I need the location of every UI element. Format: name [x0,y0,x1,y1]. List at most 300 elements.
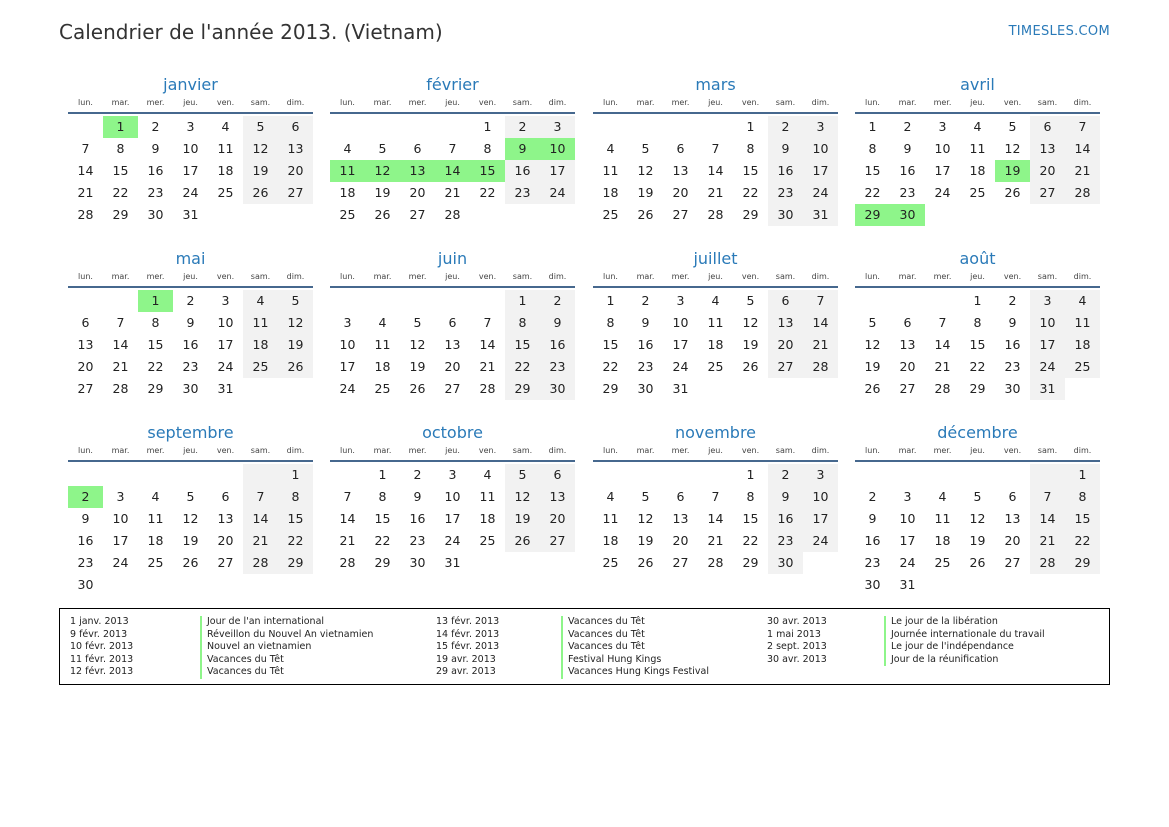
weekday-label: sam. [1037,272,1058,281]
day-cell: 15 [505,334,540,356]
legend-date: 12 févr. 2013 [70,666,134,677]
legend-date: 19 avr. 2013 [436,653,496,665]
day-cell: 20 [672,533,689,548]
empty-cell [68,290,103,312]
day-cell: 11 [330,160,365,182]
weekday-header [68,96,313,110]
legend-holiday-name: Vacances du Têt [561,641,709,654]
weekday-label: mar. [636,98,655,107]
day-cell: 3 [903,489,912,504]
day-cell: 29 [374,555,391,570]
day-cell: 13 [278,138,313,160]
day-cell: 13 [1004,511,1021,526]
weekday-header [330,444,575,458]
day-cell: 4 [1065,290,1100,312]
day-cell: 19 [409,359,426,374]
weekday-label: mer. [671,446,690,455]
day-cell: 29 [969,381,986,396]
weekday-label: dim. [286,446,305,455]
day-cell: 8 [116,141,125,156]
month-name: février [426,75,479,94]
weekday-label: jeu. [445,446,460,455]
day-cell: 16 [505,160,540,182]
day-cell: 5 [1008,119,1017,134]
weekday-label: mer. [408,98,427,107]
weekday-label: mer. [933,446,952,455]
weekday-label: mer. [933,98,952,107]
day-cell: 13 [217,511,234,526]
weekday-label: mar. [898,98,917,107]
day-cell: 11 [374,337,391,352]
day-cell: 25 [374,381,391,396]
day-cell: 17 [112,533,129,548]
weekday-label: lun. [340,446,355,455]
day-cell: 14 [934,337,951,352]
day-cell: 9 [151,141,160,156]
day-cell: 20 [1030,160,1065,182]
weekday-label: jeu. [708,272,723,281]
day-cell: 15 [147,337,164,352]
day-cell: 15 [278,508,313,530]
empty-cell [925,464,960,486]
day-cell: 4 [973,119,982,134]
weekday-label: jeu. [445,272,460,281]
day-cell: 8 [505,312,540,334]
day-cell: 4 [243,290,278,312]
day-grid [330,464,575,574]
day-cell: 31 [444,555,461,570]
header-divider [68,460,313,462]
legend-holiday-name: Jour de l'an international [200,616,373,629]
month-block [330,422,575,574]
day-cell: 22 [1065,530,1100,552]
weekday-header [855,96,1100,110]
day-cell: 25 [147,555,164,570]
day-cell: 12 [1004,141,1021,156]
day-cell: 20 [540,508,575,530]
day-cell: 28 [803,356,838,378]
day-cell: 2 [903,119,912,134]
day-cell: 22 [278,530,313,552]
weekday-header [330,96,575,110]
empty-cell [330,116,365,138]
day-cell: 25 [602,555,619,570]
weekday-label: dim. [286,272,305,281]
day-cell: 12 [505,486,540,508]
empty-cell [208,464,243,486]
day-cell: 24 [217,359,234,374]
legend-date: 13 févr. 2013 [436,616,500,627]
weekday-label: sam. [512,98,533,107]
day-cell: 26 [1004,185,1021,200]
day-cell: 7 [711,489,720,504]
day-cell: 23 [77,555,94,570]
day-grid [593,116,838,226]
day-cell: 20 [217,533,234,548]
day-cell: 6 [413,141,422,156]
day-cell: 11 [969,141,986,156]
day-cell: 10 [672,315,689,330]
day-cell: 1 [746,467,755,482]
day-cell: 20 [899,359,916,374]
day-cell: 25 [243,356,278,378]
header-divider [330,460,575,462]
day-cell: 4 [378,315,387,330]
day-cell: 3 [676,293,685,308]
month-name: janvier [163,75,218,94]
weekday-label: sam. [250,446,271,455]
day-cell: 19 [182,533,199,548]
day-cell: 17 [339,359,356,374]
day-cell: 16 [768,508,803,530]
legend-holiday-name: Jour de la réunification [884,654,1045,667]
day-cell: 6 [81,315,90,330]
day-cell: 22 [864,185,881,200]
day-cell: 16 [77,533,94,548]
day-cell: 11 [707,315,724,330]
weekday-header [593,96,838,110]
day-cell: 19 [637,185,654,200]
day-cell: 20 [1004,533,1021,548]
legend-date: 10 févr. 2013 [70,641,134,652]
month-name: mars [695,75,736,94]
weekday-label: ven. [478,272,497,281]
weekday-label: ven. [216,446,235,455]
weekday-label: dim. [548,272,567,281]
weekday-label: mar. [111,446,130,455]
empty-cell [330,290,365,312]
day-cell: 13 [540,486,575,508]
legend-holiday-name: Réveillon du Nouvel An vietnamien [200,629,373,642]
day-cell: 7 [81,141,90,156]
day-cell: 21 [339,533,356,548]
empty-cell [243,464,278,486]
day-cell: 8 [151,315,160,330]
day-cell: 18 [1065,334,1100,356]
day-cell: 6 [448,315,457,330]
weekday-label: mer. [146,446,165,455]
empty-cell [400,290,435,312]
weekday-label: ven. [478,98,497,107]
day-cell: 12 [365,160,400,182]
day-cell: 13 [77,337,94,352]
month-block [855,422,1100,596]
day-cell: 28 [77,207,94,222]
month-block [68,74,313,226]
day-cell: 6 [221,489,230,504]
day-grid [855,116,1100,226]
day-cell: 31 [217,381,234,396]
day-cell: 27 [540,530,575,552]
day-cell: 12 [182,511,199,526]
day-cell: 13 [672,163,689,178]
day-cell: 18 [479,511,496,526]
day-cell: 3 [186,119,195,134]
day-cell: 18 [217,163,234,178]
day-cell: 9 [768,138,803,160]
day-cell: 6 [1030,116,1065,138]
day-cell: 3 [1030,290,1065,312]
weekday-label: mer. [146,98,165,107]
day-cell: 21 [707,185,724,200]
day-cell: 4 [606,489,615,504]
day-cell: 25 [969,185,986,200]
day-cell: 6 [903,315,912,330]
day-cell: 3 [938,119,947,134]
day-cell: 18 [707,337,724,352]
empty-cell [698,464,733,486]
day-cell: 30 [182,381,199,396]
day-cell: 29 [602,381,619,396]
day-cell: 8 [973,315,982,330]
day-cell: 7 [343,489,352,504]
empty-cell [1030,464,1065,486]
day-cell: 18 [602,185,619,200]
day-cell: 24 [444,533,461,548]
day-grid [855,464,1100,596]
day-cell: 21 [707,533,724,548]
day-cell: 28 [1065,182,1100,204]
day-cell: 17 [672,337,689,352]
day-cell: 30 [409,555,426,570]
day-cell: 27 [217,555,234,570]
day-cell: 10 [803,138,838,160]
day-cell: 28 [444,207,461,222]
day-cell: 19 [969,533,986,548]
day-cell: 29 [147,381,164,396]
legend-date: 15 févr. 2013 [436,641,500,652]
day-cell: 22 [112,185,129,200]
day-cell: 6 [676,489,685,504]
day-cell: 17 [540,160,575,182]
day-cell: 13 [400,160,435,182]
holiday-legend [59,608,1110,685]
day-cell: 19 [505,508,540,530]
weekday-label: jeu. [708,446,723,455]
day-cell: 17 [803,160,838,182]
legend-col-dates-1 [70,616,133,679]
day-cell: 1 [278,464,313,486]
weekday-label: sam. [250,98,271,107]
day-cell: 10 [1030,312,1065,334]
day-cell: 24 [1030,356,1065,378]
day-cell: 5 [868,315,877,330]
site-link[interactable]: TIMESLES.COM [1008,24,1110,39]
day-grid [330,116,575,226]
day-cell: 14 [479,337,496,352]
day-cell: 7 [803,290,838,312]
day-cell: 15 [742,511,759,526]
day-cell: 6 [278,116,313,138]
day-cell: 4 [483,467,492,482]
day-cell: 4 [606,141,615,156]
day-cell: 19 [243,160,278,182]
day-cell: 11 [1065,312,1100,334]
day-cell: 27 [768,356,803,378]
empty-cell [663,464,698,486]
day-cell: 7 [1065,116,1100,138]
legend-date: 14 févr. 2013 [436,628,500,640]
day-cell: 15 [742,163,759,178]
day-cell: 4 [343,141,352,156]
day-cell: 30 [540,378,575,400]
day-cell: 27 [672,555,689,570]
day-cell: 12 [742,315,759,330]
day-cell: 22 [505,356,540,378]
day-grid [593,464,838,574]
day-cell: 2 [68,486,103,508]
day-cell: 25 [339,207,356,222]
day-cell: 5 [186,489,195,504]
day-cell: 29 [112,207,129,222]
day-cell: 26 [864,381,881,396]
month-block [593,422,838,574]
day-cell: 14 [243,508,278,530]
day-cell: 22 [742,185,759,200]
day-cell: 1 [868,119,877,134]
day-cell: 16 [899,163,916,178]
day-cell: 2 [151,119,160,134]
day-cell: 29 [1065,552,1100,574]
empty-cell [593,464,628,486]
day-cell: 30 [1004,381,1021,396]
legend-date: 1 janv. 2013 [70,616,129,627]
weekday-header [68,444,313,458]
day-cell: 13 [768,312,803,334]
day-cell: 13 [672,511,689,526]
weekday-label: sam. [512,272,533,281]
day-cell: 22 [602,359,619,374]
day-cell: 12 [637,163,654,178]
empty-cell [470,290,505,312]
day-cell: 17 [182,163,199,178]
day-cell: 5 [641,141,650,156]
day-cell: 8 [746,141,755,156]
day-grid [68,464,313,596]
month-block [330,248,575,400]
weekday-label: mar. [111,272,130,281]
day-cell: 6 [540,464,575,486]
day-cell: 31 [803,204,838,226]
weekday-label: ven. [1003,98,1022,107]
weekday-label: jeu. [183,272,198,281]
empty-cell [698,116,733,138]
day-cell: 8 [606,315,615,330]
day-cell: 5 [973,489,982,504]
day-cell: 20 [672,185,689,200]
day-cell: 11 [147,511,164,526]
day-cell: 28 [479,381,496,396]
weekday-label: lun. [603,446,618,455]
header-divider [68,112,313,114]
day-cell: 5 [413,315,422,330]
weekday-label: jeu. [970,446,985,455]
month-name: avril [960,75,995,94]
day-cell: 22 [374,533,391,548]
day-cell: 2 [641,293,650,308]
header-divider [593,460,838,462]
header-divider [68,286,313,288]
day-cell: 5 [641,489,650,504]
day-cell: 27 [444,381,461,396]
day-cell: 11 [602,511,619,526]
day-cell: 28 [339,555,356,570]
day-cell: 23 [147,185,164,200]
day-cell: 17 [934,163,951,178]
weekday-label: dim. [1073,272,1092,281]
day-cell: 9 [540,312,575,334]
month-block [855,248,1100,400]
weekday-label: dim. [811,272,830,281]
day-cell: 5 [746,293,755,308]
day-cell: 1 [973,293,982,308]
weekday-label: mar. [373,446,392,455]
day-cell: 21 [479,359,496,374]
day-cell: 15 [112,163,129,178]
legend-holiday-name: Vacances du Têt [561,616,709,629]
legend-holiday-name: Vacances du Têt [200,666,373,679]
day-cell: 30 [864,577,881,592]
day-cell: 20 [768,334,803,356]
day-cell: 1 [483,119,492,134]
day-cell: 19 [864,359,881,374]
day-grid [68,116,313,226]
day-cell: 20 [278,160,313,182]
day-cell: 23 [1004,359,1021,374]
day-cell: 19 [742,337,759,352]
day-cell: 4 [938,489,947,504]
day-cell: 16 [864,533,881,548]
empty-cell [628,116,663,138]
weekday-label: lun. [78,446,93,455]
day-grid [593,290,838,400]
day-cell: 16 [1004,337,1021,352]
day-cell: 1 [1065,464,1100,486]
day-cell: 16 [768,160,803,182]
weekday-label: dim. [811,98,830,107]
day-cell: 23 [637,359,654,374]
day-cell: 18 [969,163,986,178]
day-cell: 9 [903,141,912,156]
day-cell: 17 [217,337,234,352]
day-cell: 1 [103,116,138,138]
day-cell: 7 [483,315,492,330]
day-cell: 4 [151,489,160,504]
weekday-label: lun. [865,98,880,107]
weekday-label: lun. [865,446,880,455]
empty-cell [103,290,138,312]
day-cell: 24 [803,530,838,552]
day-cell: 26 [278,356,313,378]
weekday-label: mer. [408,446,427,455]
weekday-label: dim. [548,98,567,107]
month-block [593,74,838,226]
day-cell: 14 [803,312,838,334]
day-cell: 17 [1030,334,1065,356]
empty-cell [68,116,103,138]
day-cell: 1 [138,290,173,312]
month-name: juillet [693,249,738,268]
day-cell: 21 [243,530,278,552]
day-cell: 24 [934,185,951,200]
day-grid [68,290,313,400]
day-cell: 24 [182,185,199,200]
weekday-label: mar. [373,98,392,107]
day-cell: 16 [409,511,426,526]
empty-cell [925,290,960,312]
empty-cell [68,464,103,486]
month-name: mai [175,249,206,268]
